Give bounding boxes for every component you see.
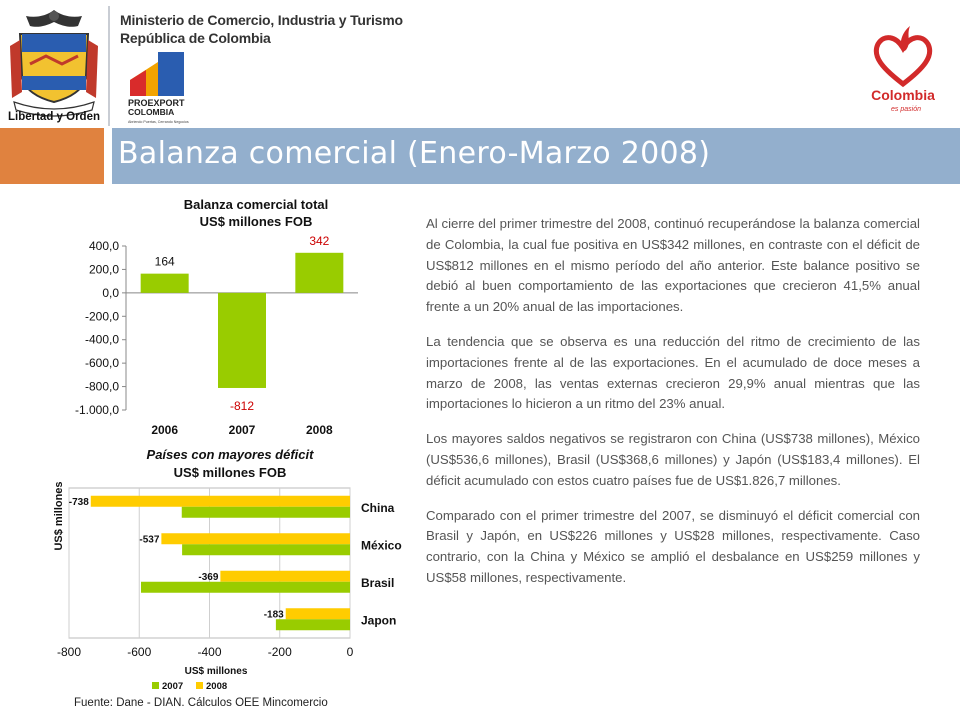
title-accent-block: [0, 128, 104, 184]
paragraph: La tendencia que se observa es una reducción del ritmo de crecimiento de las importaciones frente al de las exportaciones. En el acumulado de doce meses a marzo de 2008, las ventas externas crecieron 29,9% anual mientras que las importaciones lo hicieron a un ritmo del 23% anual.: [426, 333, 920, 412]
deficit-x-tick-label: -800: [56, 645, 82, 659]
balance-bar: [218, 293, 266, 388]
paragraph: Comparado con el primer trimestre del 2007, se disminuyó el déficit comercial con Brasil y Japón, en US$226 millones y US$28 millones, respectivamente. Caso contrario, con la China y México se amplió el desbalance en US$259 millones y US$58 millones, respectivamente.: [426, 507, 920, 585]
deficit-bar-2008: [91, 496, 350, 507]
colombia-brand-word: Colombia: [871, 87, 935, 103]
deficit-category-label: Japon: [361, 613, 397, 628]
legend-swatch-2007: [152, 682, 159, 689]
balance-bar: [295, 253, 343, 293]
deficit-x-tick-label: -200: [267, 645, 292, 659]
balance-data-label: -812: [229, 398, 255, 413]
balance-chart-subtitle: US$ millones FOB: [199, 214, 313, 229]
proexport-logo: [124, 50, 196, 126]
balance-category-label: 2006: [151, 423, 179, 437]
balance-y-tick-label: -600,0: [84, 356, 119, 371]
paragraph: Los mayores saldos negativos se registraron con China (US$738 millones), México (US$536,6 millones), Brasil (US$368,6 millones) y Japón (US$183,4 millones). El déficit acumulado con estos cuatro países fue de US$1.826,7 millones.: [426, 431, 920, 488]
balance-y-tick-label: -400,0: [84, 332, 119, 347]
balance-y-tick-label: -800,0: [84, 379, 119, 394]
crest-caption: Libertad y Orden: [7, 111, 101, 123]
deficit-bar-2007: [276, 619, 350, 630]
balance-category-label: 2008: [305, 423, 333, 437]
proexport-name: PROEXPORT: [128, 98, 185, 108]
deficit-category-label: México: [361, 538, 402, 553]
deficit-category-label: Brasil: [361, 575, 395, 590]
deficit-x-tick-label: -600: [127, 645, 152, 659]
colombia-brand-logo: [862, 22, 944, 118]
deficit-chart-title: Países con mayores déficit: [146, 447, 314, 462]
deficit-bar-2007: [141, 582, 350, 593]
header-divider: [108, 6, 110, 126]
source-note: Fuente: Dane - DIAN. Cálculos OEE Mincomercio: [74, 697, 328, 709]
deficit-bar-2007: [182, 507, 350, 518]
balance-category-label: 2007: [228, 423, 256, 437]
legend-label-2007: 2007: [162, 681, 184, 692]
deficit-category-label: China: [361, 500, 395, 515]
slide-title: Balanza comercial (Enero-Marzo 2008): [118, 136, 711, 171]
balance-y-tick-label: -1.000,0: [74, 403, 119, 417]
deficit-chart-subtitle: US$ millones FOB: [173, 465, 287, 480]
balance-y-tick-label: 0,0: [102, 285, 119, 300]
paragraph: Al cierre del primer trimestre del 2008, continuó recuperándose la balanza comercial de Colombia, la cual fue positiva en US$342 millones, en contraste con el déficit de US$812 millones en el mismo período del año anterior. Este balance positivo se debió al buen comportamiento de las exportaciones que crecieron 41,5% anual frente a un 20% anual de las importaciones.: [426, 216, 920, 315]
balance-y-tick-label: 200,0: [88, 262, 119, 277]
deficit-bar-2008: [161, 533, 350, 544]
balance-chart-title: Balanza comercial total: [183, 197, 329, 212]
balance-y-tick-label: -200,0: [84, 309, 119, 324]
deficit-bar-2007: [182, 544, 350, 555]
proexport-tagline: Abriendo Puertas, Cerrando Negocios: [128, 120, 189, 124]
deficit-x-tick-label: 0: [346, 645, 354, 659]
deficit-x-axis-label: US$ millones: [184, 666, 248, 677]
deficit-data-label: -183: [263, 609, 284, 621]
legend-label-2008: 2008: [206, 681, 228, 692]
deficit-data-label: -537: [139, 534, 160, 546]
deficit-bar-2008: [286, 608, 350, 619]
balance-y-axis-label: US$ millones: [53, 481, 65, 551]
balance-data-label: 342: [309, 233, 330, 248]
legend-swatch-2008: [196, 682, 203, 689]
deficit-bar-2008: [220, 571, 350, 582]
republic-name: República de Colombia: [120, 30, 271, 46]
colombia-slogan: es pasión: [891, 106, 921, 113]
deficit-data-label: -369: [198, 571, 219, 583]
deficit-chart: [40, 440, 420, 698]
coat-of-arms-logo: [6, 6, 102, 124]
deficit-data-label: -738: [68, 496, 89, 508]
proexport-country: COLOMBIA: [128, 107, 175, 117]
analysis-text: [426, 214, 920, 603]
ministry-name: Ministerio de Comercio, Industria y Turismo: [120, 12, 403, 28]
balance-y-tick-label: 400,0: [88, 239, 119, 253]
balance-data-label: 164: [154, 254, 175, 269]
deficit-x-tick-label: -400: [197, 645, 222, 659]
balance-bar: [141, 274, 189, 293]
